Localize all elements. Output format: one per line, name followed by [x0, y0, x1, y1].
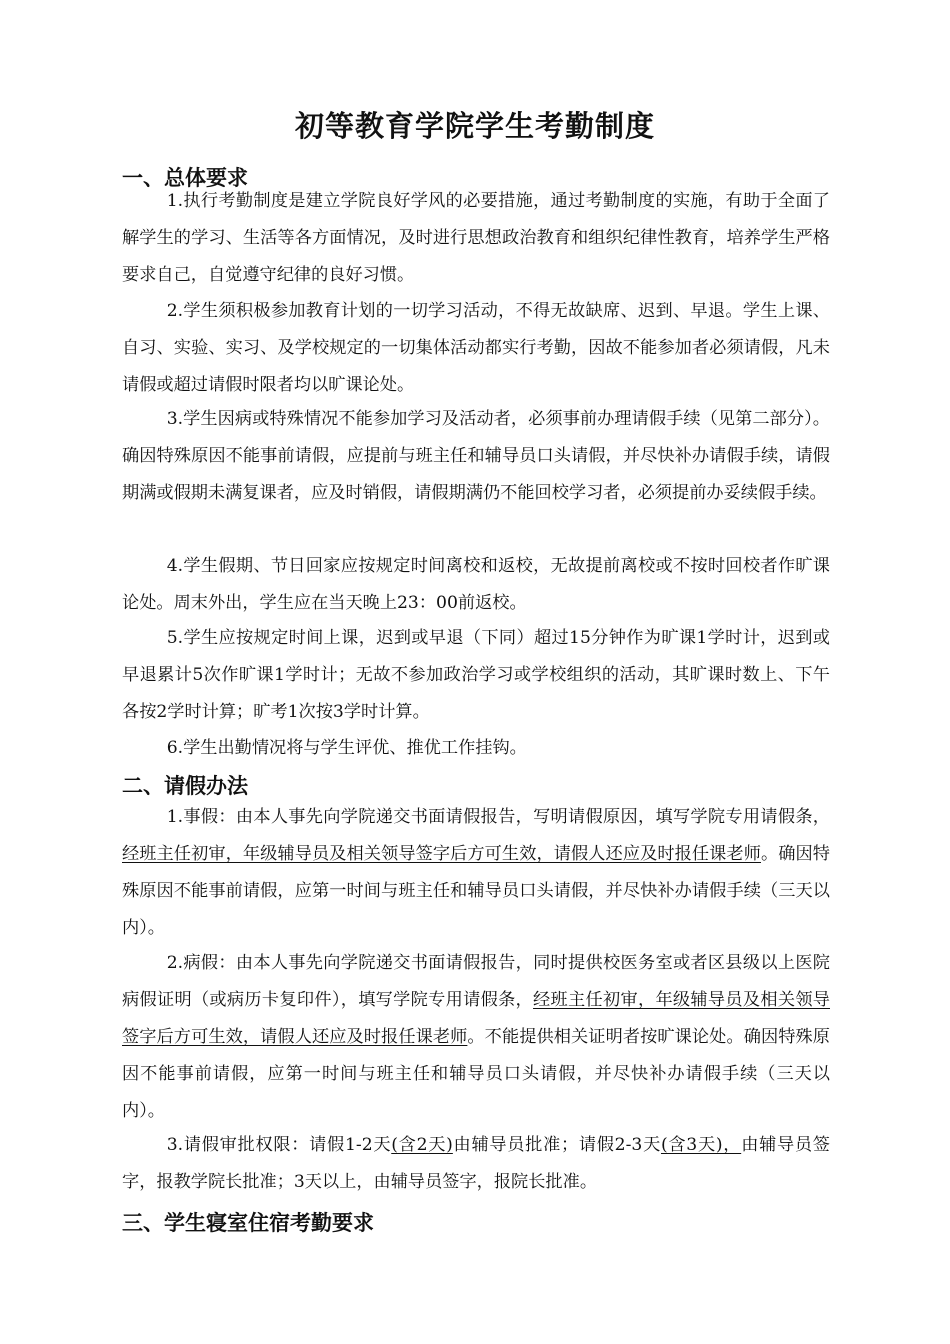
leave-3-underlined-2: (含3天)， — [660, 1135, 742, 1155]
paragraph-general-4: 4.学生假期、节日回家应按规定时间离校和返校，无故提前离校或不按时回校者作旷课论处。周末外出，学生应在当天晚上23：00前返校。 — [122, 556, 830, 613]
leave-3-underlined-1: (含2天) — [391, 1135, 453, 1155]
leave-3-text-a: 3.请假审批权限：请假1-2天 — [166, 1135, 392, 1155]
leave-1-text-a: 1.事假：由本人事先向学院递交书面请假报告，写明请假原因，填写学院专用请假条， — [166, 807, 830, 827]
section-heading-dormitory: 三、学生寝室住宿考勤要求 — [122, 1211, 374, 1235]
paragraph-leave-3 — [122, 1127, 830, 1201]
paragraph-leave-1 — [122, 799, 830, 947]
section-heading-leave: 二、请假办法 — [122, 774, 248, 798]
paragraph-general-2: 2.学生须积极参加教育计划的一切学习活动，不得无故缺席、迟到、早退。学生上课、自习、实验、实习、及学校规定的一切集体活动都实行考勤，因故不能参加者必须请假，凡未请假或超过请假时限者均以旷课论处。 — [122, 301, 830, 395]
leave-3-text-b: 由辅导员批准；请假2-3天 — [452, 1135, 661, 1155]
leave-2-text-a: 2.病假：由本人事先向学院递交书面请假报告，同时提供校医务室或者区县级以上医院病假证明（或病历卡复印件），填写学院专用请假条， — [122, 953, 830, 1010]
document-title: 初等教育学院学生考勤制度 — [294, 109, 655, 143]
paragraph-general-5: 5.学生应按规定时间上课，迟到或早退（下同）超过15分钟作为旷课1学时计，迟到或早退累计5次作旷课1学时计；无故不参加政治学习或学校组织的活动，其旷课时数上、下午各按2学时计算；旷考1次按3学时计算。 — [122, 628, 830, 722]
leave-2-underlined-text: 经班主任初审，年级辅导员及相关领导签字后方可生效，请假人还应及时报任课老师 — [122, 990, 830, 1047]
section-heading-general: 一、总体要求 — [122, 166, 248, 190]
paragraph-general-1: 1.执行考勤制度是建立学院良好学风的必要措施，通过考勤制度的实施，有助于全面了解学生的学习、生活等各方面情况，及时进行思想政治教育和组织纪律性教育，培养学生严格要求自己，自觉遵守纪律的良好习惯。 — [122, 191, 830, 285]
leave-2-text-b: 。不能提供相关证明者按旷课论处。确因特殊原因不能事前请假，应第一时间与班主任和辅导员口头请假，并尽快补办请假手续（三天以内）。 — [122, 1027, 830, 1121]
paragraph-leave-2 — [122, 945, 830, 1130]
leave-3-text-c: 由辅导员签字，报教学院长批准；3天以上，由辅导员签字，报院长批准。 — [122, 1135, 830, 1192]
paragraph-general-6: 6.学生出勤情况将与学生评优、推优工作挂钩。 — [166, 738, 527, 758]
leave-1-text-b: 。确因特殊原因不能事前请假，应第一时间与班主任和辅导员口头请假，并尽快补办请假手续（三天以内）。 — [122, 844, 830, 938]
paragraph-general-3: 3.学生因病或特殊情况不能参加学习及活动者，必须事前办理请假手续（见第二部分）。确因特殊原因不能事前请假，应提前与班主任和辅导员口头请假，并尽快补办请假手续，请假期满或假期未满复课者，应及时销假，请假期满仍不能回校学习者，必须提前办妥续假手续。 — [122, 409, 830, 503]
leave-1-underlined-text: 经班主任初审，年级辅导员及相关领导签字后方可生效，请假人还应及时报任课老师 — [122, 844, 761, 864]
